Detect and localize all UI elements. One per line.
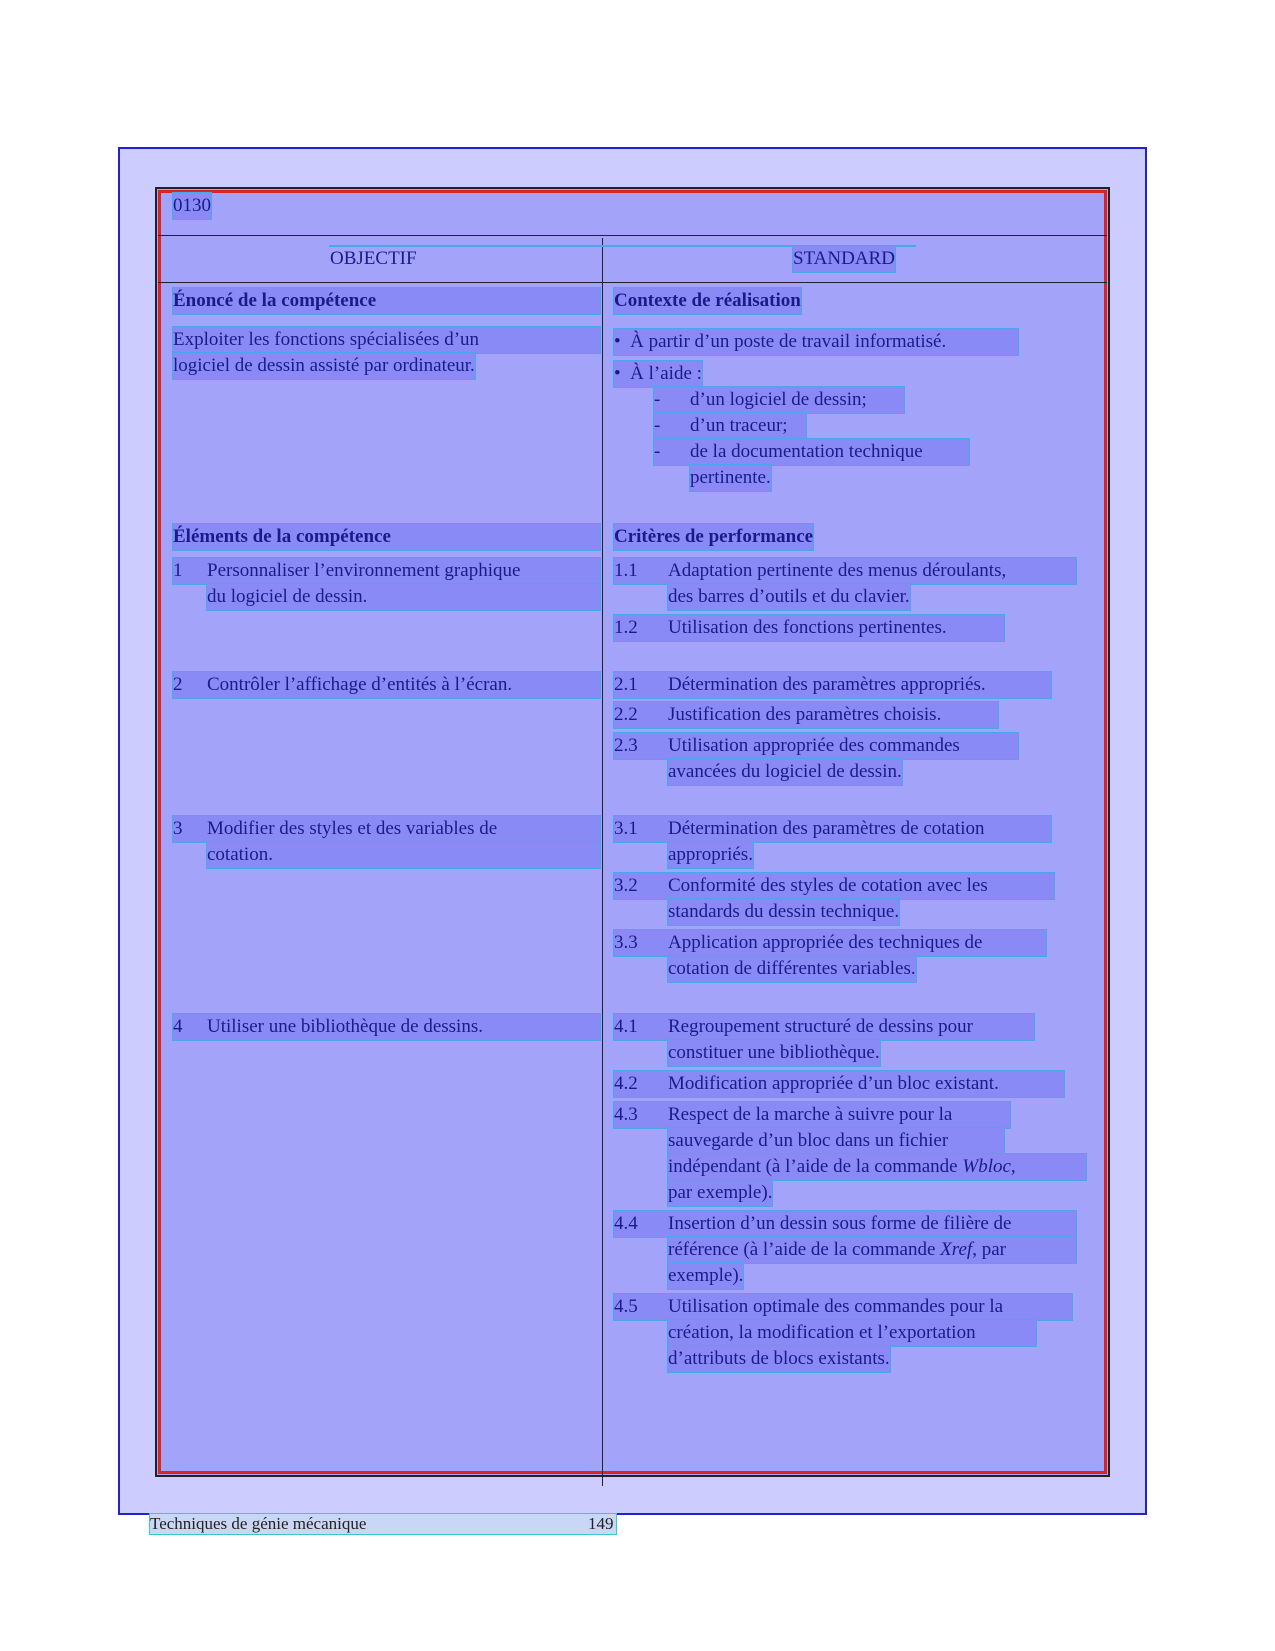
critere-4-1 [614,1014,1034,1040]
contexte-sub-3-continued: pertinente. [690,465,771,491]
critere-4-5-line-2: création, la modification et l’exportation [668,1320,1036,1346]
command-xref: Xref [940,1239,973,1260]
critere-number: 4.2 [614,1073,638,1094]
dash-icon: - [654,415,661,436]
critere-1-1 [614,558,1076,584]
critere-number: 4.3 [614,1104,638,1125]
critere-2-2-line-1: Justification des paramètres choisis. [668,704,942,725]
critere-3-1 [614,816,1051,842]
critere-number: 2.1 [614,674,638,695]
critere-3-2-line-1: Conformité des styles de cotation avec les [668,875,988,896]
critere-number: 4.5 [614,1296,638,1317]
contexte-sub-3-text: de la documentation technique [690,441,923,462]
element-number: 1 [173,560,183,581]
critere-number: 2.3 [614,735,638,756]
critere-4-4 [614,1211,1076,1237]
critere-number: 1.1 [614,560,638,581]
element-3-line-1: Modifier des styles et des variables de [207,818,498,839]
critere-1-1-line-1: Adaptation pertinente des menus déroulants, [668,560,1007,581]
contexte-bullet-1-text: À partir d’un poste de travail informatisé. [630,331,947,352]
contexte-title: Contexte de réalisation [614,288,801,314]
element-3 [173,816,600,842]
element-number: 4 [173,1016,183,1037]
critere-3-1-line-1: Détermination des paramètres de cotation [668,818,985,839]
critere-4-3-line-3 [668,1154,1086,1180]
element-4 [173,1014,600,1040]
contexte-bullet-1 [614,329,1018,355]
page-footer [150,1514,616,1534]
command-wbloc: Wbloc [962,1156,1011,1177]
critere-4-5 [614,1294,1072,1320]
critere-4-1-line-2: constituer une bibliothèque. [668,1040,880,1066]
critere-3-3 [614,930,1046,956]
critere-3-2 [614,873,1054,899]
critere-4-1-line-1: Regroupement structuré de dessins pour [668,1016,973,1037]
element-3-line-2: cotation. [207,842,600,868]
critere-3-3-line-1: Application appropriée des techniques de [668,932,983,953]
critere-number: 3.3 [614,932,638,953]
competency-code: 0130 [173,193,211,219]
critere-4-3-line-4: par exemple). [668,1180,772,1206]
footer-title: Techniques de génie mécanique [150,1514,367,1533]
critere-4-3-line-3-punct: , [1010,1156,1016,1177]
critere-1-2-line-1: Utilisation des fonctions pertinentes. [668,617,947,638]
critere-4-4-line-2-text: référence (à l’aide de la commande [668,1239,941,1260]
critere-2-3-line-2: avancées du logiciel de dessin. [668,759,902,785]
critere-number: 4.1 [614,1016,638,1037]
contexte-sub-1-text: d’un logiciel de dessin; [690,389,867,410]
critere-number: 1.2 [614,617,638,638]
page-number: 149 [588,1514,614,1533]
critere-4-4-line-2 [668,1237,1076,1263]
dash-icon: - [654,441,661,462]
header-divider-bottom [158,282,1107,283]
critere-1-2 [614,615,1004,641]
contexte-bullet-2-text: À l’aide : [630,363,702,384]
contexte-sub-3 [654,439,969,465]
critere-number: 3.2 [614,875,638,896]
column-divider [602,238,603,1486]
critere-4-4-line-2-punct: , par [972,1239,1006,1260]
critere-4-2 [614,1071,1064,1097]
header-objectif: OBJECTIF [330,248,417,269]
critere-4-3-line-1: Respect de la marche à suivre pour la [668,1104,953,1125]
header-divider-top [158,235,1107,236]
critere-number: 4.4 [614,1213,638,1234]
critere-4-4-line-3: exemple). [668,1263,743,1289]
elements-title: Éléments de la compétence [173,524,600,550]
header-standard: STANDARD [793,246,895,272]
critere-2-1 [614,672,1051,698]
critere-4-3 [614,1102,1010,1128]
element-number: 2 [173,674,183,695]
bullet-icon: • [614,363,621,384]
critere-4-5-line-1: Utilisation optimale des commandes pour la [668,1296,1004,1317]
critere-1-1-line-2: des barres d’outils et du clavier. [668,584,910,610]
critere-number: 2.2 [614,704,638,725]
element-4-line-1: Utiliser une bibliothèque de dessins. [207,1016,483,1037]
dash-icon: - [654,389,661,410]
element-1-line-1: Personnaliser l’environnement graphique [207,560,521,581]
contexte-bullet-2 [614,361,702,387]
contexte-sub-1 [654,387,904,413]
critere-2-1-line-1: Détermination des paramètres appropriés. [668,674,986,695]
critere-2-3 [614,733,1018,759]
element-2-line-1: Contrôler l’affichage d’entités à l’écran. [207,674,513,695]
enonce-line-2: logiciel de dessin assisté par ordinateur. [173,353,475,379]
criteres-title: Critères de performance [614,524,813,550]
element-1 [173,558,600,584]
element-1-line-2: du logiciel de dessin. [207,584,600,610]
critere-4-4-line-1: Insertion d’un dessin sous forme de filière de [668,1213,1012,1234]
critere-4-2-line-1: Modification appropriée d’un bloc existant. [668,1073,999,1094]
critere-4-5-line-3: d’attributs de blocs existants. [668,1346,890,1372]
critere-4-3-line-2: sauvegarde d’un bloc dans un fichier [668,1128,1004,1154]
critere-3-3-line-2: cotation de différentes variables. [668,956,916,982]
critere-number: 3.1 [614,818,638,839]
element-2 [173,672,600,698]
enonce-line-1: Exploiter les fonctions spécialisées d’un [173,327,600,353]
element-number: 3 [173,818,183,839]
critere-3-1-line-2: appropriés. [668,842,753,868]
bullet-icon: • [614,331,621,352]
critere-2-2 [614,702,998,728]
enonce-title: Énoncé de la compétence [173,288,600,314]
contexte-sub-2-text: d’un traceur; [690,415,788,436]
critere-2-3-line-1: Utilisation appropriée des commandes [668,735,960,756]
critere-3-2-line-2: standards du dessin technique. [668,899,899,925]
critere-4-3-line-3-text: indépendant (à l’aide de la commande [668,1156,963,1177]
contexte-sub-2 [654,413,806,439]
